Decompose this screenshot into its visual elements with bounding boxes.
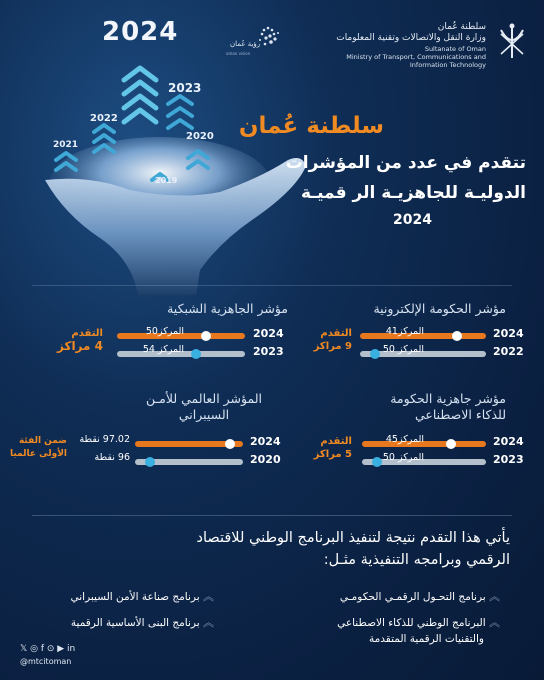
network-progress: [57, 327, 103, 353]
program-label: برنامج التحـول الرقمـي الحكومـي: [339, 591, 486, 603]
cyber-title-line2: السيبراني: [178, 407, 230, 422]
network-row2-marker: [191, 349, 201, 359]
egov-title: مؤشر الحكومة الإلكترونية: [373, 301, 506, 316]
cyber-row1-label: 97.02 نقطة: [79, 434, 130, 445]
title-line-2: الدوليـة للجاهزيـة الر قميـة: [301, 183, 526, 203]
cyber-progress: [10, 435, 67, 461]
ministry-arabic: [336, 22, 486, 44]
ai-row2-label: المركز 50: [382, 452, 424, 463]
double-chevron-icon: ︽: [489, 616, 500, 629]
cyber-title-line1: المؤشر العالمي للأمـن: [146, 391, 262, 406]
cyber-progress-label: ضمن الفئة: [18, 436, 67, 446]
cyber-row2-year: 2020: [250, 453, 281, 466]
title-year: 2024: [393, 212, 432, 228]
ai-progress-label: التقدم: [320, 436, 352, 447]
ai-title: [390, 391, 506, 423]
ministry-en-line2: Ministry of Transport, Communications and: [346, 53, 486, 61]
bottom-divider: [32, 515, 512, 516]
oman-emblem-icon: [494, 20, 530, 64]
cyber-row2-bar: [135, 459, 243, 465]
social-icons[interactable]: 𝕏 ◎ f ⊙ ▶ in: [20, 644, 76, 654]
title-oman: سلطنة عُمان: [238, 113, 384, 139]
ai-row1-year: 2024: [493, 435, 524, 448]
vision-english-label: oman vision: [226, 51, 251, 56]
cyber-row1-year: 2024: [250, 435, 281, 448]
network-progress-value: 4 مراكز: [57, 339, 103, 353]
cyber-row1-bar: [135, 441, 243, 447]
vision-arabic-label: رؤية عُمان: [230, 40, 261, 48]
hero-year-2019: 2019: [155, 176, 178, 185]
program-label: البرنامج الوطني للذكاء الاصطناعي: [337, 617, 486, 629]
network-row1-year: 2024: [253, 327, 284, 340]
hero-year-2020: 2020: [186, 131, 214, 142]
network-row2-label: المركز 54: [142, 344, 184, 355]
hero-year-2023: 2023: [168, 81, 202, 95]
growth-chevrons-icon: [40, 40, 240, 190]
section-divider: [32, 285, 512, 286]
cyber-row1-marker: [225, 439, 235, 449]
ai-row2-marker: [372, 457, 382, 467]
cyber-row2-marker: [145, 457, 155, 467]
ministry-english: [316, 45, 486, 69]
program-item-ai-line2: والتقنيات الرقمية المتقدمة: [369, 633, 484, 645]
egov-row2-marker: [370, 349, 380, 359]
title-line-1: تتقدم في عدد من المؤشرات: [285, 153, 526, 173]
hero-year-2022: 2022: [90, 113, 118, 124]
program-label: برنامج صناعة الأمن السيبراني: [70, 591, 200, 603]
ai-title-line2: للذكاء الاصطناعي: [414, 407, 506, 422]
network-row2-year: 2023: [253, 345, 284, 358]
program-label: برنامج البنى الأساسية الرقمية: [70, 617, 200, 629]
egov-row1-marker: [452, 331, 462, 341]
ai-progress: [314, 435, 352, 461]
hero-year-2021: 2021: [53, 140, 79, 150]
ministry-ar-line2: وزارة النقل والاتصالات وتقنية المعلومات: [336, 33, 486, 43]
network-row1-label: المركز50: [145, 326, 184, 337]
bottom-lead: [50, 527, 510, 571]
double-chevron-icon: ︽: [489, 590, 500, 603]
ministry-en-line3: Information Technology: [409, 61, 486, 69]
egov-progress-value: 9 مراكز: [313, 341, 352, 352]
egov-progress-label: التقدم: [320, 328, 352, 339]
ai-row2-bar: [362, 459, 486, 465]
egov-row2-label: المركز 50: [382, 344, 424, 355]
ai-progress-value: 5 مراكز: [313, 449, 352, 460]
double-chevron-icon: ︽: [203, 590, 214, 603]
ai-row1-label: المركز45: [385, 434, 424, 445]
hero-year-2024: 2024: [102, 17, 179, 47]
network-row1-marker: [201, 331, 211, 341]
bottom-lead-line1: يأتي هذا التقدم نتيجة لتنفيذ البرنامج الوطني للاقتصاد: [196, 530, 510, 546]
egov-row2-year: 2022: [493, 345, 524, 358]
network-progress-label: التقدم: [71, 328, 103, 339]
ai-title-line1: مؤشر جاهزية الحكومة: [390, 391, 506, 406]
program-item-infra: [71, 616, 214, 630]
social-handle[interactable]: @mtcitoman: [20, 657, 72, 666]
ai-row1-marker: [446, 439, 456, 449]
bottom-lead-line2: الرقمي وبرامجه التنفيذية مثـل:: [323, 552, 510, 568]
double-chevron-icon: ︽: [203, 616, 214, 629]
ai-row2-year: 2023: [493, 453, 524, 466]
cyber-title: [146, 391, 262, 423]
cyber-progress-value: الأولى عالميا: [10, 449, 67, 459]
ai-row1-bar: [362, 441, 486, 447]
ministry-ar-line1: سلطنة عُمان: [437, 22, 486, 32]
egov-row1-year: 2024: [493, 327, 524, 340]
program-item-cyber: [70, 590, 214, 604]
program-item-gov-digital: [340, 590, 500, 604]
cyber-row2-label: 96 نقطة: [94, 452, 130, 463]
egov-progress: [314, 327, 352, 353]
network-title: مؤشر الجاهزية الشبكية: [167, 301, 288, 316]
egov-row1-label: المركز41: [385, 326, 424, 337]
ministry-en-line1: Sultanate of Oman: [424, 45, 486, 53]
program-item-ai: [337, 616, 500, 630]
